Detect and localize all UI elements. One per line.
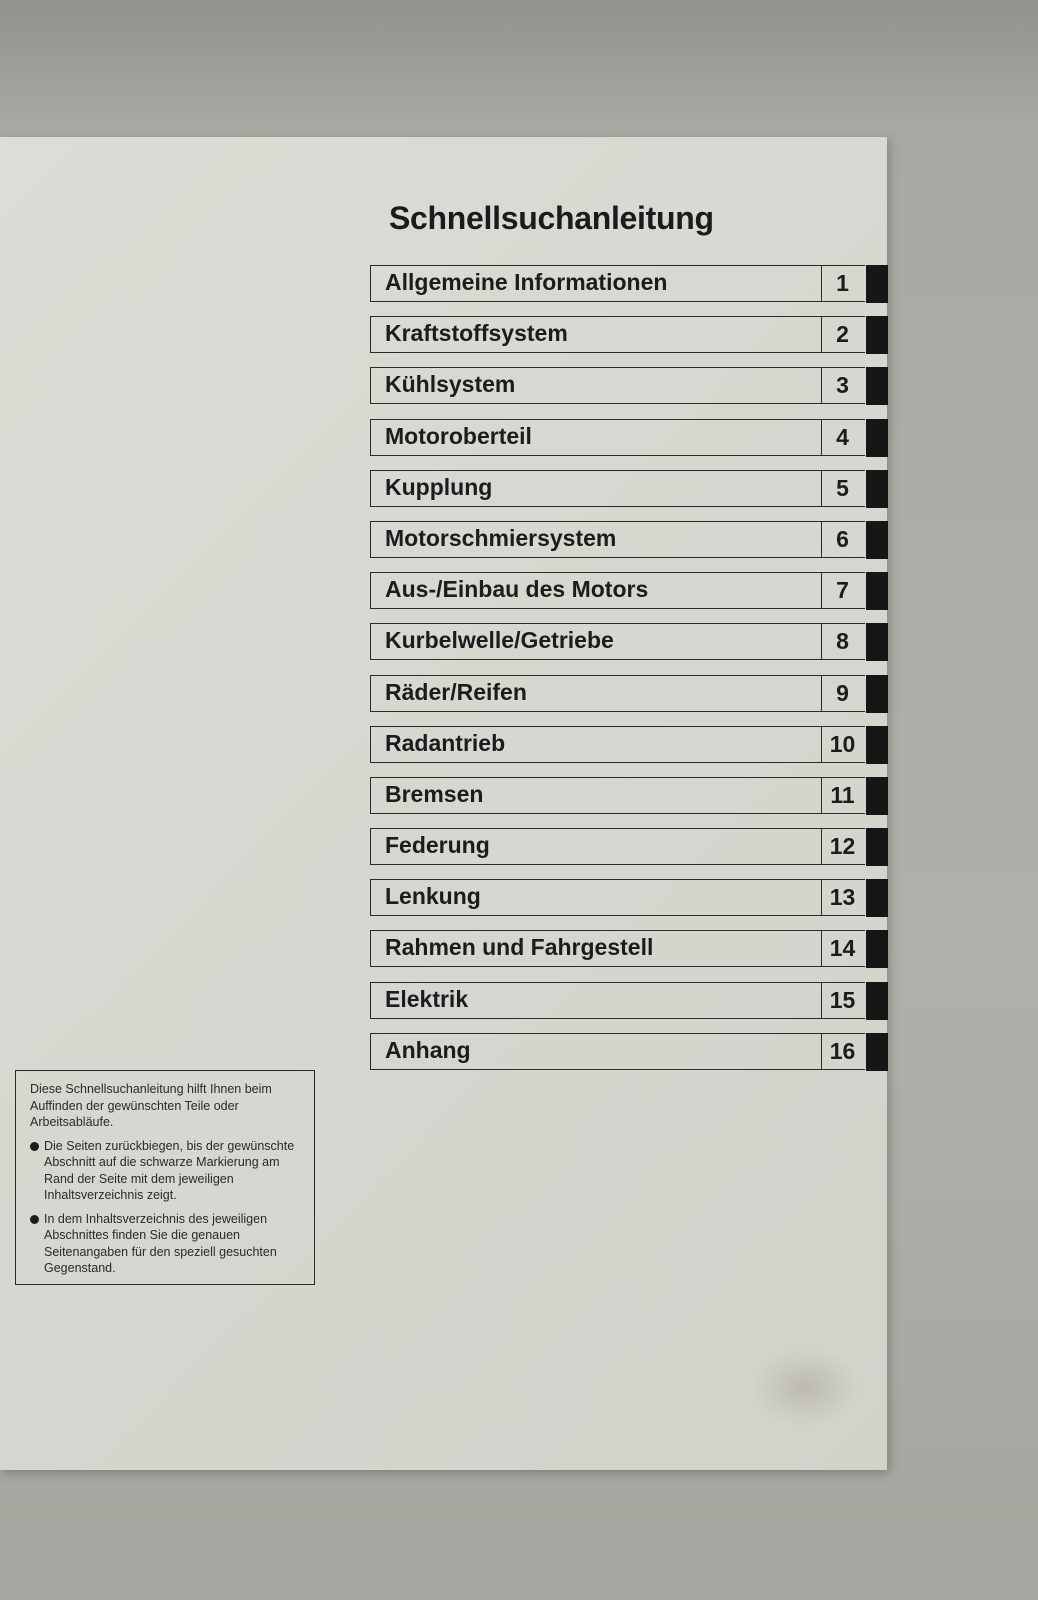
- thumb-index-tab: [866, 470, 888, 508]
- toc-row-4[interactable]: [370, 419, 888, 457]
- toc-label-box: [370, 828, 822, 865]
- toc-section-number: 10: [820, 726, 865, 763]
- thumb-index-tab: [866, 521, 888, 559]
- toc-label-box: [370, 265, 822, 302]
- toc-section-number: 3: [820, 367, 865, 404]
- toc-section-number: 5: [820, 470, 865, 507]
- toc-label-box: [370, 623, 822, 660]
- toc-row-5[interactable]: [370, 470, 888, 508]
- thumb-index-tab: [866, 726, 888, 764]
- toc-label: Bremsen: [385, 780, 484, 807]
- usage-note-text: Die Seiten zurückbiegen, bis der gewünschte Abschnitt auf die schwarze Markierung am Rand der Seite mit dem jeweiligen Inhaltsverzeichnis zeigt.: [44, 1138, 295, 1202]
- toc-label: Anhang: [385, 1036, 471, 1063]
- toc-label: Kraftstoffsystem: [385, 320, 568, 347]
- thumb-index-tab: [866, 419, 888, 457]
- thumb-index-tab: [866, 828, 888, 866]
- toc-label-box: [370, 726, 822, 763]
- toc-section-number: 4: [820, 419, 865, 456]
- toc-label: Motorschmiersystem: [385, 524, 617, 551]
- toc-section-number: 9: [820, 675, 865, 712]
- toc-section-number: 11: [820, 777, 865, 814]
- toc-row-11[interactable]: [370, 777, 888, 815]
- toc-label-box: [370, 367, 822, 404]
- toc-section-number: 15: [820, 982, 865, 1019]
- page-smudge: [750, 1347, 860, 1427]
- thumb-index-tab: [866, 623, 888, 661]
- thumb-index-tab: [866, 316, 888, 354]
- toc-label: Federung: [385, 832, 490, 859]
- toc-section-number: 12: [820, 828, 865, 865]
- usage-note-bullet: [30, 1138, 304, 1204]
- toc-label-box: [370, 982, 822, 1019]
- usage-note-list: [30, 1138, 304, 1277]
- thumb-index-tab: [866, 1033, 888, 1071]
- toc-label: Motoroberteil: [385, 422, 532, 449]
- usage-note-box: [15, 1070, 315, 1285]
- toc-row-1[interactable]: [370, 265, 888, 303]
- toc-label: Aus-/Einbau des Motors: [385, 576, 649, 603]
- toc-row-7[interactable]: [370, 572, 888, 610]
- toc-section-number: 14: [820, 930, 865, 967]
- toc-section-number: 6: [820, 521, 865, 558]
- quick-reference-index: [370, 265, 888, 1084]
- thumb-index-tab: [866, 367, 888, 405]
- toc-label-box: [370, 930, 822, 967]
- toc-label-box: [370, 419, 822, 456]
- toc-label: Kurbelwelle/Getriebe: [385, 627, 614, 654]
- toc-label: Rahmen und Fahrgestell: [385, 934, 654, 961]
- toc-section-number: 2: [820, 316, 865, 353]
- toc-section-number: 16: [820, 1033, 865, 1070]
- toc-label: Radantrieb: [385, 729, 506, 756]
- toc-section-number: 1: [820, 265, 865, 302]
- thumb-index-tab: [866, 879, 888, 917]
- toc-label: Kühlsystem: [385, 371, 516, 398]
- thumb-index-tab: [866, 265, 888, 303]
- toc-row-10[interactable]: [370, 726, 888, 764]
- toc-label: Räder/Reifen: [385, 678, 527, 705]
- toc-label-box: [370, 470, 822, 507]
- toc-row-15[interactable]: [370, 982, 888, 1020]
- toc-label-box: [370, 777, 822, 814]
- bullet-icon: [30, 1215, 39, 1224]
- toc-row-6[interactable]: [370, 521, 888, 559]
- usage-note-intro: Diese Schnellsuchanleitung hilft Ihnen beim Auffinden der gewünschten Teile oder Arbeitsabläufe.: [30, 1082, 272, 1129]
- toc-row-8[interactable]: [370, 623, 888, 661]
- toc-label: Lenkung: [385, 883, 481, 910]
- bullet-icon: [30, 1142, 39, 1151]
- toc-row-12[interactable]: [370, 828, 888, 866]
- toc-row-2[interactable]: [370, 316, 888, 354]
- toc-label-box: [370, 1033, 822, 1070]
- toc-section-number: 13: [820, 879, 865, 916]
- toc-row-16[interactable]: [370, 1033, 888, 1071]
- toc-row-3[interactable]: [370, 367, 888, 405]
- toc-label-box: [370, 316, 822, 353]
- toc-row-14[interactable]: [370, 930, 888, 968]
- thumb-index-tab: [866, 982, 888, 1020]
- page-title: Schnellsuchanleitung: [389, 200, 714, 236]
- usage-note-text: In dem Inhaltsverzeichnis des jeweiligen Abschnittes finden Sie die genauen Seitenangaben für den speziell gesuchten Gegenstand.: [44, 1211, 277, 1275]
- usage-note-bullet: [30, 1211, 304, 1277]
- toc-label-box: [370, 879, 822, 916]
- toc-label-box: [370, 572, 822, 609]
- thumb-index-tab: [866, 675, 888, 713]
- toc-label: Elektrik: [385, 985, 469, 1012]
- toc-label: Kupplung: [385, 473, 493, 500]
- thumb-index-tab: [866, 777, 888, 815]
- toc-label: Allgemeine Informationen: [385, 269, 668, 295]
- toc-row-9[interactable]: [370, 675, 888, 713]
- toc-section-number: 8: [820, 623, 865, 660]
- toc-row-13[interactable]: [370, 879, 888, 917]
- toc-section-number: 7: [820, 572, 865, 609]
- thumb-index-tab: [866, 930, 888, 968]
- toc-label-box: [370, 521, 822, 558]
- thumb-index-tab: [866, 572, 888, 610]
- toc-label-box: [370, 675, 822, 712]
